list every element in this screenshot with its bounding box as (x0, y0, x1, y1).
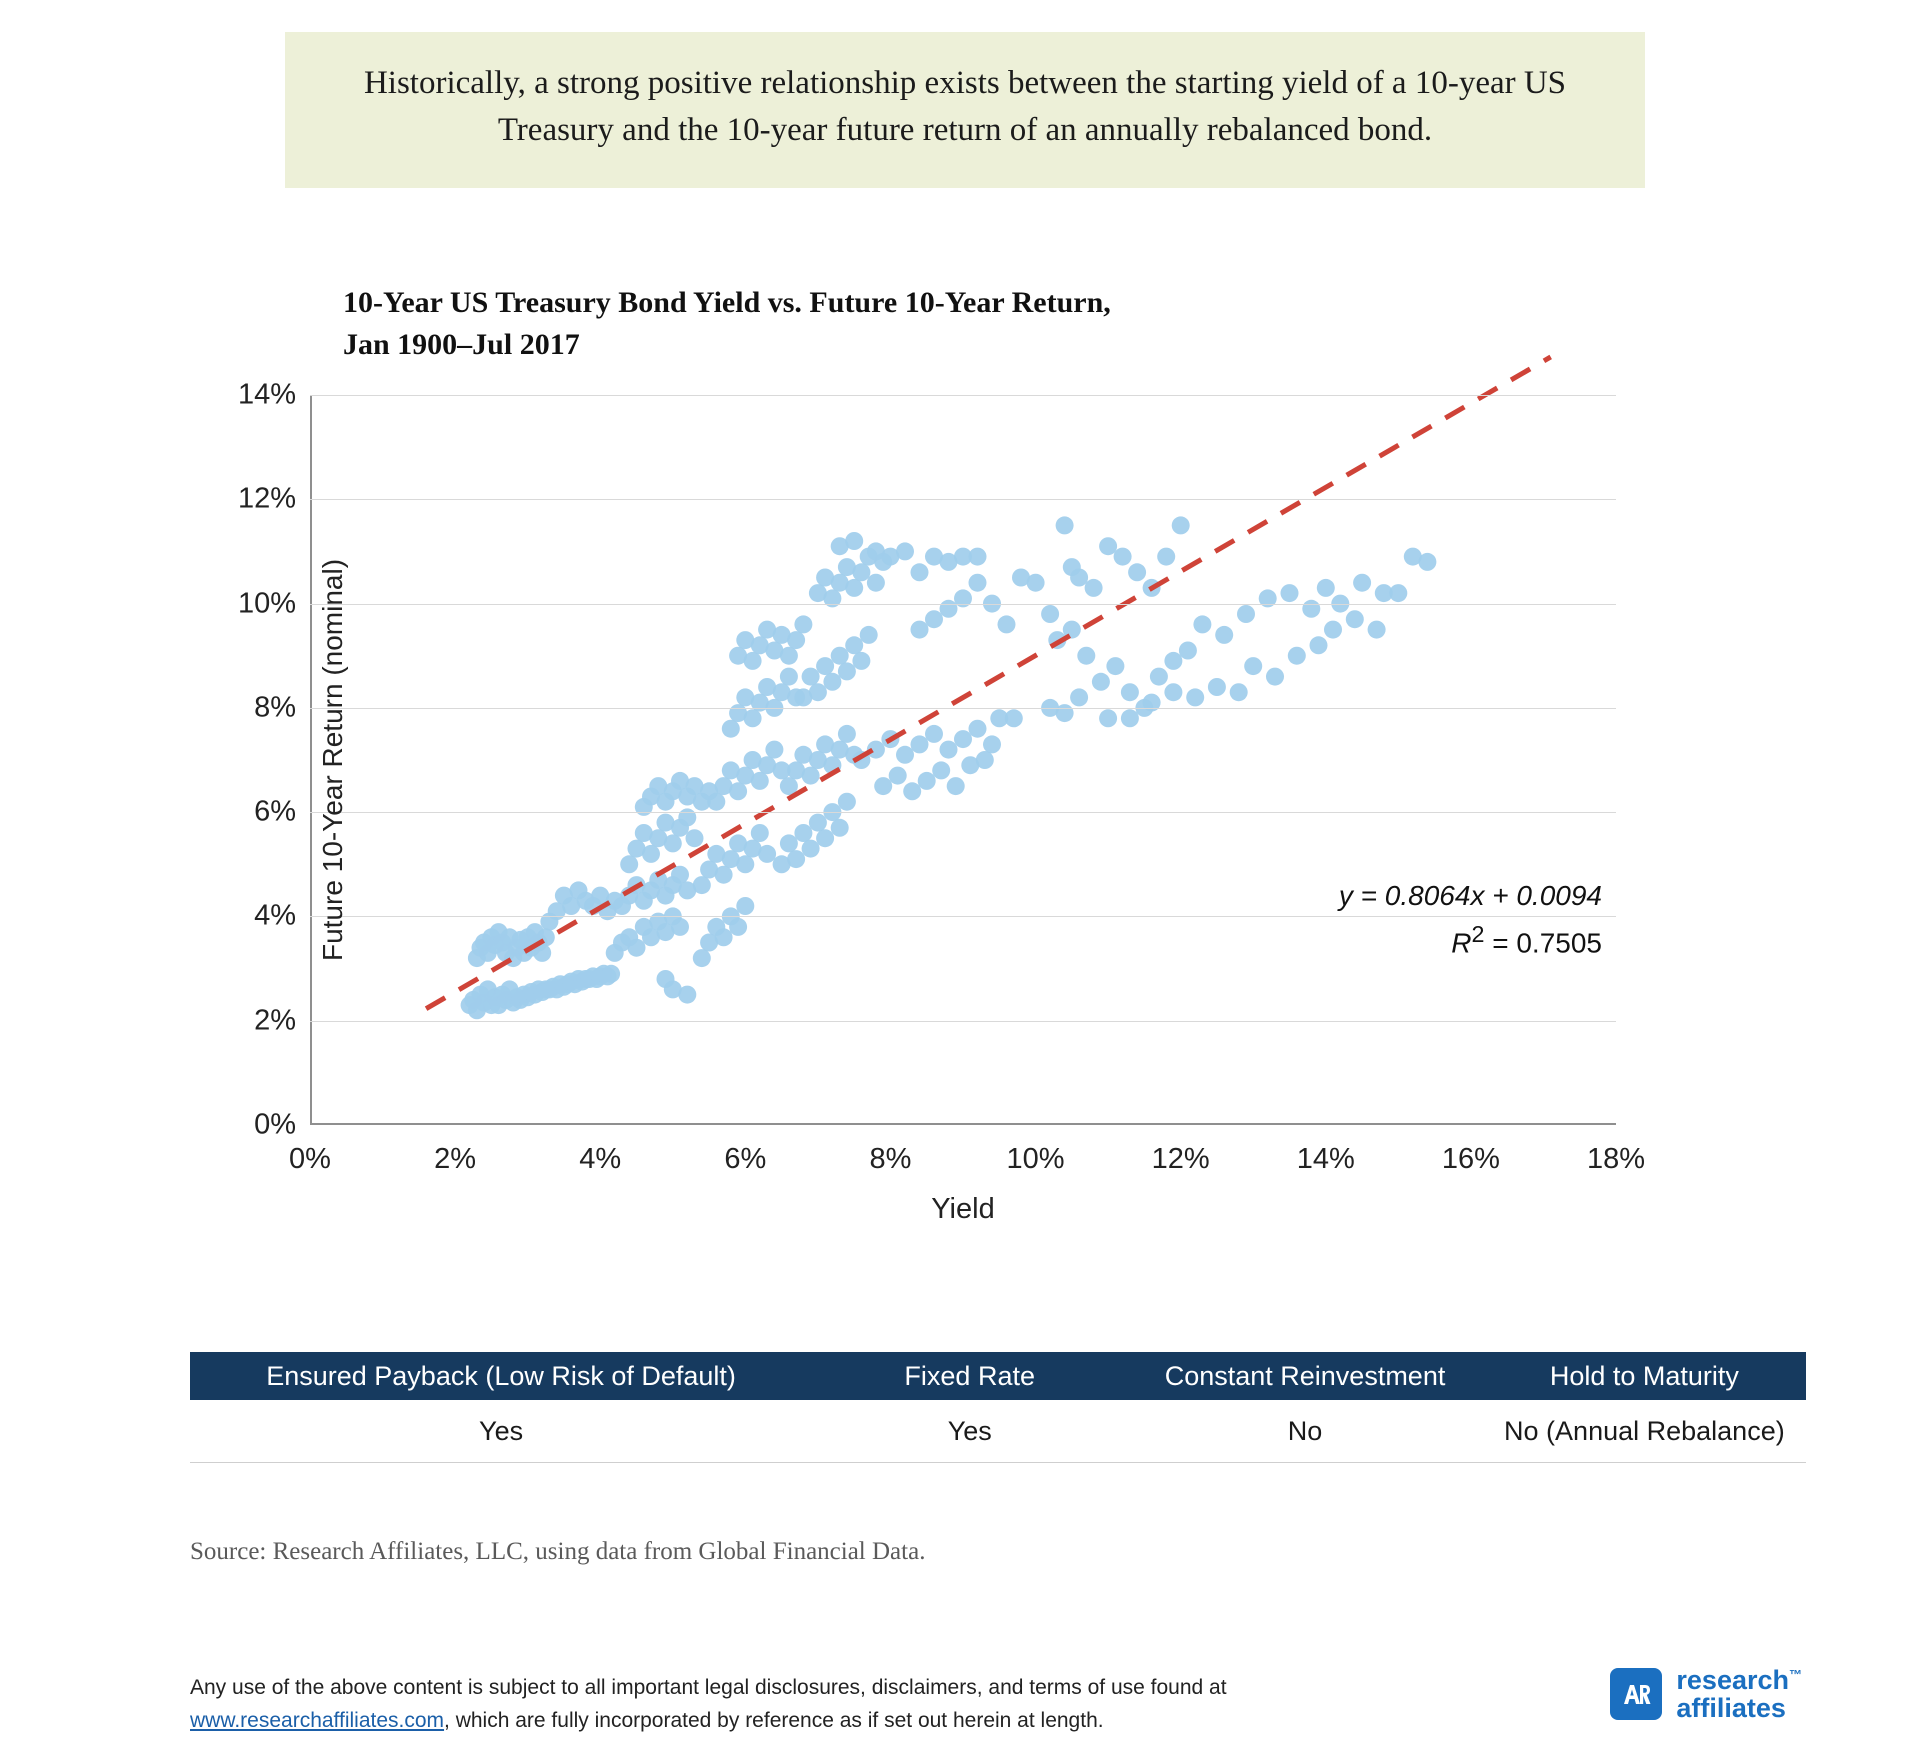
table-cell: Yes (479, 1415, 524, 1446)
y-axis-tick: 10% (237, 587, 296, 620)
table-row (190, 1400, 1806, 1463)
gridline (310, 604, 1616, 605)
y-axis-tick: 12% (237, 482, 296, 515)
gridline (310, 708, 1616, 709)
logo-line2: affiliates (1676, 1693, 1786, 1724)
y-axis-tick: 4% (254, 899, 296, 932)
disclaimer-part1: Any use of the above content is subject to all important legal disclosures, disclaimers, and terms of use found at (190, 1676, 1227, 1699)
y-axis-tick: 8% (254, 691, 296, 724)
r-squared-text (1339, 917, 1602, 964)
chart-area (237, 378, 1646, 1225)
chart-title-line1: 10-Year US Treasury Bond Yield vs. Future 10-Year Return, (343, 286, 1111, 319)
table-cell: No (1287, 1415, 1323, 1446)
logo-text (1676, 1666, 1802, 1723)
table-cell: No (Annual Rebalance) (1504, 1415, 1785, 1446)
gridline (310, 1021, 1616, 1022)
attributes-table (190, 1352, 1806, 1463)
disclaimer-part2: , which are fully incorporated by reference as if set out herein at length. (444, 1708, 1104, 1732)
x-axis-tick: 10% (1006, 1143, 1065, 1175)
disclaimer-link[interactable]: www.researchaffiliates.com (190, 1708, 445, 1732)
scatter-plot (310, 395, 1616, 1125)
gridline (310, 499, 1616, 500)
logo-mark-icon (1610, 1668, 1662, 1720)
callout-text: Historically, a strong positive relationship exists between the starting yield of a 10-year US Treasury and the 10-year future return of an annually rebalanced bond. (363, 65, 1567, 148)
x-axis-tick: 8% (869, 1143, 912, 1175)
table-header-row (190, 1352, 1806, 1400)
x-axis-tick: 2% (434, 1143, 477, 1175)
table-cell: Yes (947, 1415, 992, 1446)
research-affiliates-logo (1610, 1666, 1802, 1723)
y-axis-tick: 6% (254, 795, 296, 828)
y-axis-label: Future 10-Year Return (nominal) (317, 558, 349, 962)
callout-banner (285, 32, 1645, 188)
y-axis-tick: 2% (254, 1004, 296, 1037)
table-header-cell: Fixed Rate (904, 1360, 1035, 1391)
x-axis-tick: 6% (724, 1143, 767, 1175)
y-axis-tick: 14% (237, 378, 296, 411)
equation-text: y = 0.8064x + 0.0094 (1338, 880, 1602, 911)
table-header-cell: Hold to Maturity (1549, 1360, 1739, 1391)
disclaimer-text (190, 1672, 1370, 1737)
x-axis-tick: 16% (1441, 1143, 1500, 1175)
chart-title (343, 282, 1543, 366)
x-axis-label: Yield (931, 1193, 995, 1225)
gridline (310, 812, 1616, 813)
gridline (310, 395, 1616, 396)
plot-inner (237, 378, 1646, 1175)
table-header-cell: Ensured Payback (Low Risk of Default) (266, 1360, 736, 1391)
x-axis-tick: 18% (1586, 1143, 1646, 1175)
logo-line1: research™ (1676, 1665, 1802, 1695)
x-axis-tick: 4% (579, 1143, 622, 1175)
source-note: Source: Research Affiliates, LLC, using data from Global Financial Data. (190, 1538, 926, 1565)
x-axis-tick: 0% (289, 1143, 331, 1175)
plot-box (237, 378, 1646, 1225)
r-symbol: R (1451, 927, 1472, 959)
r-value: = 0.7505 (1492, 927, 1602, 959)
table-header-cell: Constant Reinvestment (1164, 1360, 1446, 1391)
x-axis-tick: 12% (1151, 1143, 1210, 1175)
x-axis-tick: 14% (1296, 1143, 1355, 1175)
chart-title-line2: Jan 1900–Jul 2017 (343, 328, 580, 361)
y-axis-tick: 0% (254, 1108, 296, 1141)
r-exponent: 2 (1471, 921, 1485, 947)
logo-tm: ™ (1789, 1667, 1802, 1682)
trendline-annotation (1339, 875, 1602, 964)
